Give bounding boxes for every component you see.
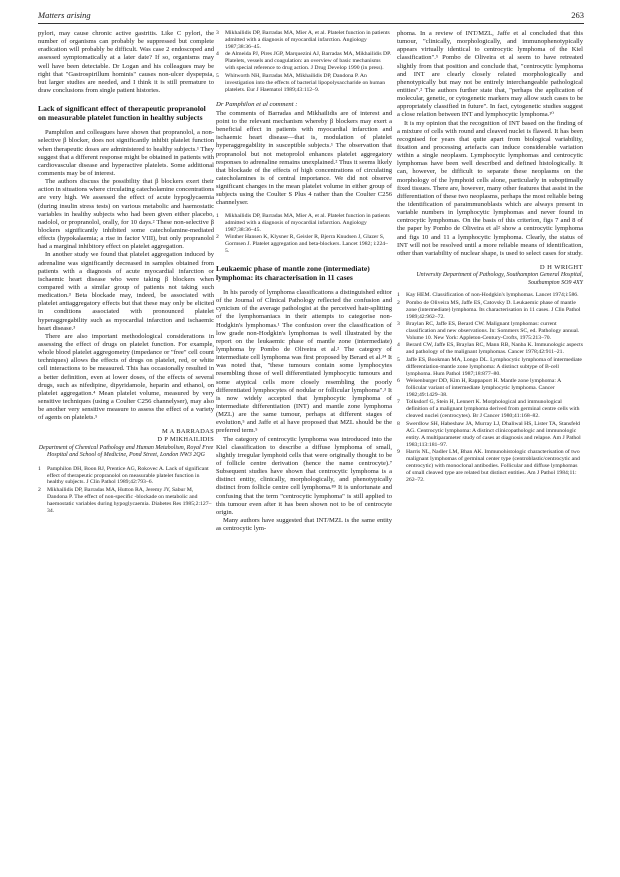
paragraph: There are also important methodological considerations in assessing the effect of drugs on platelet function. For example, whole blood platelet aggregometry (impedance or "free" cell count techniques) allows the effects of drugs on platelet, red, or white cell interactions to be measured. This has occasionally resulted in a better definition, even at lower doses, of the effects of several drugs, such as nifedipine, dipyridamole, heparin and ethanol, on platelet aggregation.⁴ Mean platelet volume, measured by very sensitive techniques (using a Coulter C256 channelyser), may also be another very sensitive measure to assess the effect of a variety of agents on platelets.⁵ bbox=[38, 332, 214, 422]
reference-list bbox=[38, 466, 214, 515]
paragraph: The authors discuss the possibility that β blockers exert their action in situations where circulating catecholamine concentrations are very high. We assessed the effect of acute hypoglycaemia (during insulin stress tests) on various metabolic and haemostatic variables in healthy subjects who had been given either placebo, nadolol, or propranolol, orally, for 10 days.² These non-selective β blockers significantly inhibited some catecholamine-mediated effects (hypokalaemia; a rise in factor VIII), but only propranolol had a marginal inhibitory effect on platelet aggregation. bbox=[38, 178, 214, 251]
column-3 bbox=[397, 30, 583, 484]
author-affiliation: Department of Chemical Pathology and Human Metabolism, Royal Free Hospital and School of Medicine, Pond Street, London NW3 2QG bbox=[38, 444, 214, 459]
reference-item: 3 Braylan RC, Jaffe ES, Berard CW. Malignant lymphomas: current classification and new observations. In: Sommers SC, ed. Pathology annual. Volume 10. New York: Appleton-Century-Crofts, 1975:213–70. bbox=[397, 320, 580, 341]
paragraph: The comments of Barradas and Mikhailidis are of interest and point to the relevant mechanism whereby β blockers may exert a beneficial effect in patients with myocardial infarction and ischaemic heart disease—that is, modulation of platelet hyperaggregability in susceptible subjects.¹ The observation that propranolol but not metoprolol enhances platelet aggregatory responses to adrenaline remains unexplained.² Thus it seems likely that blockade of the effects of high concentrations of circulating catecholamines is of central importance. We did not observe significant changes in the mean platelet volume in either group of subjects using the Coulter S Plus 4 rather than the Coulter C256 channelyser. bbox=[216, 109, 392, 207]
reference-item: 5 Whitworth NH, Barradas MA, Mikhailidis DP, Dandona P. An investigation into the effects of bacterial lipopolysaccharide on human platelets. Eur J Haematol 1989;43:112–9. bbox=[216, 72, 386, 93]
paragraph: In his parody of lymphoma classifications a distinguished editor of the Journal of Clinical Pathology reflected the confusion and cynicism of the average pathologist at the perceived hair-splitting of the lymphomaniacs in their attempts to categorise non-Hodgkin's lymphomas.¹ The confusion over the classification of low grade non-Hodgkin's lymphomas is well illustrated by the report on the leukaemic phase of mantle zone (intermediate) lymphoma by Pombo de Oliveira et al.² The category of intermediate cell lymphoma was first proposed by Berard et al.³⁴ It was noted that, "these tumours contain some lymphocytes resembling those of well differentiated lymphocytic tumours and some atypical cells more closely resembling the poorly differentiated lymphocytes of nodular or follicular lymphoma".³ It is now widely accepted that lymphocytic lymphoma of intermediate differentiation (INT) and mantle zone lymphoma (MZL) are the same tumour, perhaps at different stages of evolution,⁵ and Jaffe et al have proposed that MZL should be the preferred term.⁵ bbox=[216, 289, 392, 435]
paragraph: Many authors have suggested that INT/MZL is the same entity as centrocytic lym- bbox=[216, 516, 392, 533]
paragraph: pylori, may cause chronic active gastritis. Like C pylori, the number of organisms can probably be suppressed but complete eradication will probably be difficult. Was case 2 endoscoped and assessed symptomatically at a later date? If so, organisms may well have been detectable. Dr Logan and his colleagues may be right that "Gastrospirillum hominis" causes non-ulcer dyspepsia, but larger studies are needed, and I think it is still premature to draw conclusions from single patient histories. bbox=[38, 30, 214, 94]
paragraph: It is my opinion that the recognition of INT based on the finding of a mixture of cells with round and cleaved nuclei is flawed. It has been recognised for years that quite apart from biological variability, fixation and processing artefacts can induce considerable variation within a single neoplasm. Lymphocytic lymphomas and centrocytic lymphomas have been well described and defined histologically. It can, however, be difficult to separate these neoplasms on the morphology of the lymphoid cells alone, particularly in suboptimally fixed tissues. There are, however, many other features that assist in the differentiation of these two neoplasms, perhaps the most reliable being the identification of paraimmunoblasts which are always present in variable numbers in lymphocytic lymphomas and never found in centrocytic lymphomas. On the basis of this criterion, figs 7 and 8 of the paper by Pombo de Oliveira et al² show a centrocytic lymphoma and figs 10 and 11 a lymphocytic lymphoma. Clearly, the status of INT will not be resolved until a more reliable means of identification, other than variability of nuclear shape, is used to select cases for study. bbox=[397, 119, 583, 257]
page-number: 263 bbox=[571, 10, 584, 20]
header-rule bbox=[38, 23, 584, 24]
reference-item: 2 Winther Hansen K, Klysner R, Geisler R, Bjerra Knudsen J, Glazer S, Gormsen J. Platelet aggregation and beta-blockers. Lancet 1982; i:224–5. bbox=[216, 233, 388, 254]
reference-list bbox=[397, 292, 583, 484]
author-signature: M A BARRADAS bbox=[161, 428, 214, 436]
paragraph: In another study we found that platelet aggregation induced by adrenaline was significantly decreased in samples obtained from patients with a diagnosis of acute myocardial infarction or ischaemic heart disease who were taking β blockers when compared with a similar group of patients not taking such medication.³ Beta blockade may, indeed, be associated with platelet antiaggregatory effects but that these may only be elicited in conditions associated with pronounced platelet hyperaggregability such as myocardial infarction and ischaemic heart disease.³ bbox=[38, 251, 214, 332]
reference-item: 2 Mikhailidis DP, Barradas MA, Hutton RA, Jeremy JY, Sabur M, Dandona P. The effect of non-specific -blockade on metabolic and haemostatic variables during hypoglycaemia. Diabetes Res 1985;2:127–34. bbox=[38, 486, 212, 514]
column-2 bbox=[216, 30, 392, 533]
page-header bbox=[38, 10, 584, 24]
reference-item: 6 Weisenburger DD, Kim H, Rappaport H. Mantle zone lymphoma: A follicular variant of intermediate lymphocytic lymphoma. Cancer 1982;49:1429–38. bbox=[397, 378, 561, 398]
reference-item: 4 de Almeida PJ, Pires JGP, Marquezini AJ, Barradas MA, Mikhailidis DP. Platelets, vessels and coagulation: an overview of basic mechanisms with special reference to drug action. J Drug Develop 1990 (in press). bbox=[216, 51, 392, 72]
reference-item: 1 Kay HEM. Classification of non-Hodgkin's lymphomas. Lancet 1974;i:586. bbox=[397, 292, 579, 299]
article-heading: Leukaemic phase of mantle zone (intermediate) lymphoma: its characterisation in 11 cases bbox=[216, 263, 370, 282]
reply-heading: Dr Pamphilon et al comment : bbox=[216, 100, 298, 108]
author-signature: D P MIKHAILIDIS bbox=[157, 436, 214, 444]
reference-item: 1 Pamphilon DH, Boon RJ, Prentice AG, Rokovec A. Lack of significant effect of therapeutic propranolol on measurable platelet function in healthy subjects. J Clin Pathol 1989;42:793–6. bbox=[38, 465, 209, 486]
reference-list bbox=[216, 213, 392, 255]
reference-item: 5 Jaffe ES, Bookman MA, Longo DL. Lymphocytic lymphoma of intermediate differentiation-mantle zone lymphoma: A distinct subtype of B-cell lymphoma. Hum Pathol 1987;18:877–80. bbox=[397, 356, 582, 377]
author-signature: D H WRIGHT bbox=[539, 263, 583, 271]
reference-item: 2 Pombo de Oliveira MS, Jaffe ES, Catovsky D. Leukaemic phase of mantle zone (intermediate) lymphoma. Its characterisation in 11 cases. J Clin Pathol 1989;42:962–72. bbox=[397, 299, 581, 320]
reference-item: 7 Tolksdorf G, Stein H, Lennert K. Morphological and immunological definition of a malignant lymphoma derived from germinal centre cells with cleaved nuclei (centrocytes). Br J Cancer 1980;41:168–82. bbox=[397, 399, 580, 420]
paragraph: Pamphilon and colleagues have shown that propranolol, a non-selective β blocker, does not significantly inhibit platelet function when therapeutic doses are administered to healthy subjects.¹ They suggest that a different response might be obtained in patients with cardiovascular disease and hyperactive platelets. Some additional comments may be of interest. bbox=[38, 129, 214, 178]
column-1 bbox=[38, 30, 214, 515]
article-heading: Lack of significant effect of therapeutic propranolol on measurable platelet function in healthy subjects bbox=[38, 104, 206, 123]
reference-item: 1 Mikhailidis DP, Barradas MA, Mier A, et al. Platelet function in patients admitted with a diagnosis of myocardial infarction. Angiology 1987;38:36–45. bbox=[216, 212, 390, 233]
paragraph: The category of centrocytic lymphoma was introduced into the Kiel classification to describe a diffuse lymphoma of small, slightly irregular lymphoid cells that were originally thought to be of follicle centre derivation (hence the name centrocyte).⁷ Subsequent studies have shown that centrocytic lymphoma is a distinct entity, clinically, morphologically, and phenotypically distinct from follicle centre cell lymphoma.⁸⁹ It is unfortunate and confusing that the term "centrocytic lymphoma" is still applied to this tumour even after it has been shown not to be of centrocyte origin. bbox=[216, 435, 392, 516]
reference-item: 4 Berard CW, Jaffe ES, Braylan RC, Mann RB, Nanba K. Immunologic aspects and pathology of the malignant lymphomas. Cancer 1978;42:911–21. bbox=[397, 342, 583, 356]
reference-item: 9 Harris NL, Nadler LM, Bhan AK. Immunohistologic characterisation of two malignant lymphomas of germinal center type (centroblastic/centrocytic and centrocytic) with monoclonal antibodies. Follicular and diffuse lymphomas of small cleaved type are related but distinct entities. Am J Pathol 1984;11: 262–72. bbox=[397, 449, 580, 483]
reference-list bbox=[216, 30, 392, 94]
section-title: Matters arising bbox=[38, 10, 91, 20]
author-affiliation: University Department of Pathology, Southampton General Hospital, Southampton SO9 4XY bbox=[416, 272, 583, 286]
reference-item: 3 Mikhailidis DP, Barradas MA, Mier A, et al. Platelet function in patients admitted with a diagnosis of myocardial infarction. Angiology 1987;38:36–45. bbox=[216, 30, 390, 50]
reference-item: 8 Swerdlow SH, Habeshaw JA, Murray LJ, Dhaliwal HS, Lister TA, Stansfeld AG. Centrocytic lymphoma: A distinct clinicopathologic and immunologic entity. A multiparameter study of cases at diagnosis and relapse. Am J Pathol 1983;113:181–97. bbox=[397, 420, 581, 448]
paragraph: phoma. In a review of INT/MZL, Jaffe et al concluded that this tumour, "clinically, morphologically, and immunophenotypically appears virtually identical to centrocytic lymphoma of the Kiel classification".⁵ Pombo de Oliveira et al seem to have retreated slightly from that position and conclude that, "centrocytic lymphoma and INT are clearly closely related morphologically and phenotypically but may not be entirely interchangeable pathological entities".² The authors further state that, "perhaps the application of molecular, genetic, or cytogenetic markers may allow such cases to be appropriately classified in future". In fact, cytogenetic studies suggest a close relation between INT and lymphocytic lymphoma.¹⁰ bbox=[397, 30, 583, 119]
